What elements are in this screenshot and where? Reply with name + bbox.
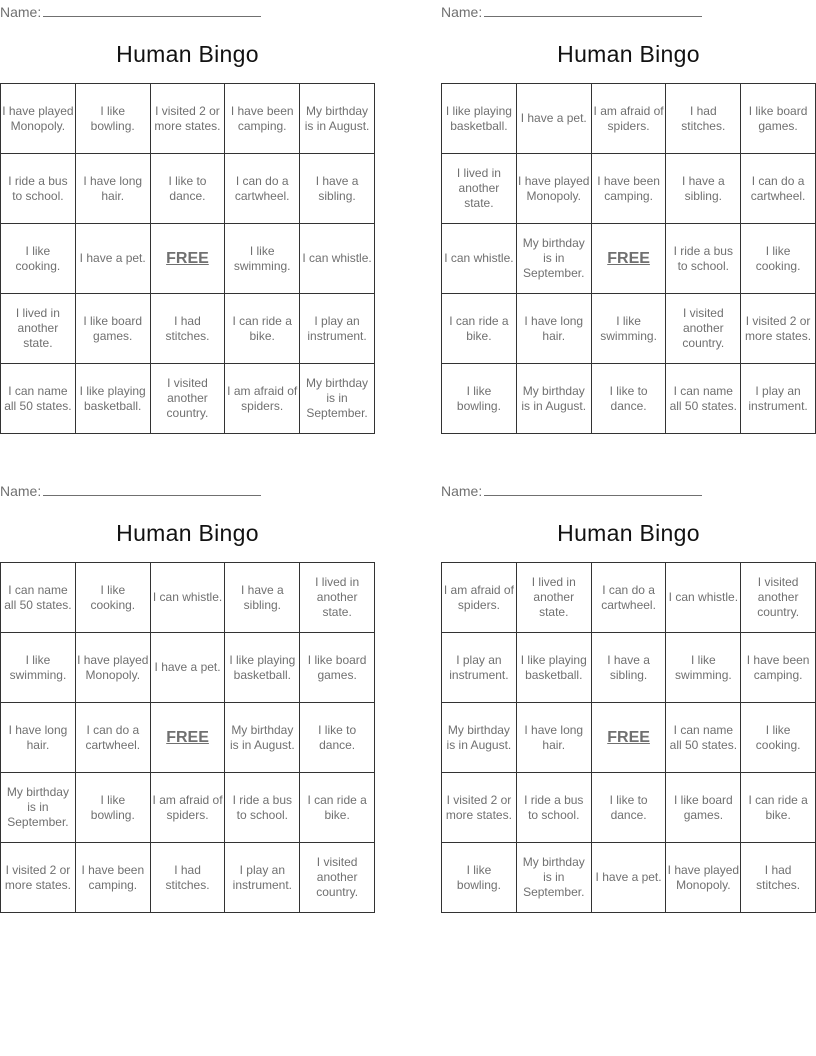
bingo-cell-text: I like board games. — [748, 103, 808, 133]
card-title: Human Bingo — [116, 520, 259, 546]
bingo-cell-text: I can do a cartwheel. — [750, 173, 806, 203]
bingo-cell-text: My birthday is in September. — [306, 376, 369, 420]
bingo-cell — [442, 84, 517, 154]
bingo-cell — [300, 84, 375, 154]
bingo-cell-text: I have a pet. — [520, 111, 587, 125]
bingo-cell — [150, 703, 225, 773]
bingo-cell-text: I am afraid of spiders. — [593, 103, 664, 133]
bingo-cell-text: I have been camping. — [597, 173, 660, 203]
bingo-cell-text: I like to dance. — [168, 173, 207, 203]
bingo-cell — [741, 843, 816, 913]
bingo-cell — [75, 364, 150, 434]
bingo-cell — [516, 294, 591, 364]
name-blank-line — [43, 482, 261, 496]
bingo-cell — [591, 224, 666, 294]
bingo-cell-text: I am afraid of spiders. — [227, 383, 298, 413]
bingo-cell — [225, 364, 300, 434]
bingo-cell-text: I have played Monopoly. — [77, 652, 149, 682]
bingo-cell-text: I like playing basketball. — [520, 652, 587, 682]
bingo-cell — [666, 224, 741, 294]
bingo-cell-text: I can whistle. — [302, 251, 372, 265]
bingo-cell-text: I can whistle. — [152, 590, 223, 604]
name-blank-line — [43, 3, 261, 17]
bingo-cell — [442, 843, 517, 913]
bingo-cell-text: I can whistle. — [444, 251, 514, 265]
bingo-cell-text: I like to dance. — [609, 792, 648, 822]
bingo-row — [442, 633, 816, 703]
bingo-grid — [0, 562, 375, 913]
bingo-cell-text: I like playing basketball. — [229, 652, 296, 682]
bingo-row — [1, 843, 375, 913]
bingo-cell — [75, 294, 150, 364]
bingo-cell-text: I visited 2 or more states. — [745, 313, 812, 343]
bingo-cell — [591, 703, 666, 773]
bingo-cell — [516, 563, 591, 633]
bingo-cell-text: I ride a bus to school. — [8, 173, 68, 203]
bingo-cell — [442, 563, 517, 633]
bingo-cell — [225, 633, 300, 703]
bingo-cell-text: I have a sibling. — [315, 173, 359, 203]
bingo-cell-text: I like cooking. — [15, 243, 61, 273]
bingo-cell — [666, 364, 741, 434]
bingo-cell — [1, 364, 76, 434]
free-space-label: FREE — [166, 250, 209, 267]
bingo-cell — [516, 84, 591, 154]
bingo-cell-text: I have long hair. — [524, 722, 584, 752]
bingo-cell — [300, 364, 375, 434]
bingo-cell — [1, 773, 76, 843]
bingo-row — [442, 703, 816, 773]
bingo-cell — [75, 843, 150, 913]
bingo-cell — [150, 773, 225, 843]
bingo-cell — [442, 703, 517, 773]
bingo-cell-text: I have a pet. — [154, 660, 221, 674]
bingo-cell — [225, 294, 300, 364]
bingo-cell — [516, 364, 591, 434]
bingo-cell-text: I lived in another state. — [15, 306, 60, 350]
bingo-cell-text: I can ride a bike. — [748, 792, 808, 822]
bingo-cell — [150, 154, 225, 224]
bingo-cell-text: I like to dance. — [318, 722, 357, 752]
bingo-cell-text: I have long hair. — [8, 722, 68, 752]
bingo-row — [1, 703, 375, 773]
name-label: Name: — [0, 4, 42, 20]
bingo-cell-text: I visited another country. — [166, 376, 209, 420]
bingo-cell-text: I had stitches. — [165, 862, 210, 892]
bingo-cell — [150, 294, 225, 364]
card-title: Human Bingo — [557, 520, 700, 546]
bingo-cell — [741, 84, 816, 154]
name-field — [441, 3, 702, 20]
bingo-cell-text: I like cooking. — [90, 582, 136, 612]
bingo-cell-text: I am afraid of spiders. — [152, 792, 223, 822]
bingo-cell-text: I have a pet. — [595, 870, 662, 884]
bingo-cell-text: I like board games. — [83, 313, 143, 343]
bingo-cell-text: I have played Monopoly. — [2, 103, 74, 133]
bingo-cell-text: I like bowling. — [456, 862, 501, 892]
bingo-cell-text: I visited 2 or more states. — [154, 103, 221, 133]
bingo-row — [1, 364, 375, 434]
bingo-cell — [300, 563, 375, 633]
bingo-cell — [1, 84, 76, 154]
bingo-cell-text: I ride a bus to school. — [673, 243, 733, 273]
free-space-label: FREE — [607, 729, 650, 746]
bingo-cell-text: My birthday is in August. — [446, 722, 512, 752]
bingo-cell-text: I play an instrument. — [232, 862, 293, 892]
name-label: Name: — [441, 483, 483, 499]
bingo-cell — [666, 773, 741, 843]
bingo-cell-text: I like cooking. — [755, 243, 801, 273]
bingo-cell — [741, 364, 816, 434]
bingo-cell — [225, 84, 300, 154]
bingo-cell-text: I play an instrument. — [748, 383, 808, 413]
bingo-cell — [666, 294, 741, 364]
bingo-cell — [1, 703, 76, 773]
bingo-cell — [75, 633, 150, 703]
bingo-cell-text: My birthday is in September. — [522, 855, 585, 899]
bingo-cell — [1, 154, 76, 224]
bingo-cell-text: I like playing basketball. — [445, 103, 512, 133]
bingo-cell-text: I have a pet. — [79, 251, 146, 265]
bingo-cell — [300, 843, 375, 913]
bingo-cell-text: I had stitches. — [681, 103, 726, 133]
bingo-cell — [591, 294, 666, 364]
bingo-cell-text: I have a sibling. — [240, 582, 284, 612]
bingo-grid — [441, 83, 816, 434]
bingo-cell-text: I am afraid of spiders. — [443, 582, 514, 612]
bingo-cell-text: I have been camping. — [746, 652, 810, 682]
bingo-cell-text: My birthday is in September. — [522, 236, 585, 280]
bingo-cell — [666, 843, 741, 913]
bingo-cell — [75, 84, 150, 154]
bingo-cell — [1, 633, 76, 703]
bingo-row — [1, 773, 375, 843]
bingo-cell — [666, 703, 741, 773]
bingo-cell — [516, 633, 591, 703]
bingo-cell — [516, 773, 591, 843]
bingo-cell — [300, 633, 375, 703]
bingo-cell — [666, 563, 741, 633]
bingo-cell-text: I had stitches. — [165, 313, 210, 343]
bingo-row — [442, 84, 816, 154]
bingo-cell — [666, 633, 741, 703]
bingo-grid — [0, 83, 375, 434]
bingo-cell-text: I can ride a bike. — [449, 313, 509, 343]
bingo-cell-text: I ride a bus to school. — [232, 792, 293, 822]
bingo-cell — [442, 633, 517, 703]
bingo-cell — [1, 843, 76, 913]
card-title: Human Bingo — [557, 41, 700, 67]
bingo-cell — [75, 224, 150, 294]
bingo-row — [442, 224, 816, 294]
bingo-cell — [591, 364, 666, 434]
bingo-cell-text: I like to dance. — [609, 383, 648, 413]
bingo-cell — [591, 633, 666, 703]
bingo-cell — [666, 84, 741, 154]
bingo-row — [1, 84, 375, 154]
bingo-cell — [442, 294, 517, 364]
bingo-row — [442, 843, 816, 913]
bingo-cell — [150, 224, 225, 294]
bingo-cell — [741, 154, 816, 224]
bingo-row — [442, 294, 816, 364]
bingo-cell — [300, 703, 375, 773]
name-label: Name: — [441, 4, 483, 20]
bingo-cell-text: My birthday is in August. — [304, 103, 370, 133]
bingo-cell-text: I have a sibling. — [681, 173, 725, 203]
bingo-cell-text: I like playing basketball. — [79, 383, 146, 413]
bingo-cell-text: I have been camping. — [230, 103, 294, 133]
bingo-cell-text: I can whistle. — [668, 590, 739, 604]
bingo-cell-text: I have played Monopoly. — [667, 862, 740, 892]
bingo-cell-text: I like swimming. — [233, 243, 291, 273]
bingo-cell-text: I had stitches. — [756, 862, 801, 892]
bingo-cell — [741, 294, 816, 364]
bingo-cell-text: I ride a bus to school. — [524, 792, 584, 822]
bingo-cell — [591, 843, 666, 913]
bingo-cell — [150, 563, 225, 633]
bingo-cell — [516, 703, 591, 773]
bingo-row — [442, 154, 816, 224]
bingo-cell-text: I like bowling. — [90, 792, 135, 822]
bingo-cell — [75, 154, 150, 224]
bingo-cell-text: My birthday is in August. — [229, 722, 295, 752]
bingo-cell — [591, 563, 666, 633]
bingo-cell — [150, 84, 225, 154]
bingo-cell-text: I like bowling. — [456, 383, 501, 413]
bingo-cell-text: I like board games. — [674, 792, 733, 822]
bingo-cell-text: My birthday is in August. — [521, 383, 587, 413]
bingo-cell — [741, 633, 816, 703]
name-field — [0, 482, 261, 499]
bingo-cell-text: I like swimming. — [9, 652, 67, 682]
bingo-row — [442, 563, 816, 633]
name-blank-line — [484, 3, 702, 17]
bingo-cell-text: I visited another country. — [682, 306, 725, 350]
bingo-cell-text: I like cooking. — [755, 722, 801, 752]
bingo-cell — [442, 224, 517, 294]
bingo-cell — [150, 364, 225, 434]
bingo-cell-text: I visited 2 or more states. — [445, 792, 512, 822]
bingo-row — [1, 224, 375, 294]
bingo-cell — [225, 773, 300, 843]
bingo-cell — [225, 843, 300, 913]
bingo-cell-text: I like bowling. — [90, 103, 135, 133]
bingo-cell-text: My birthday is in September. — [6, 785, 69, 829]
bingo-cell — [516, 224, 591, 294]
bingo-cell — [1, 563, 76, 633]
bingo-cell — [300, 294, 375, 364]
bingo-cell — [442, 154, 517, 224]
bingo-row — [442, 364, 816, 434]
bingo-cell-text: I have long hair. — [524, 313, 584, 343]
bingo-cell-text: I have a sibling. — [607, 652, 650, 682]
bingo-cell-text: I visited another country. — [316, 855, 359, 899]
bingo-cell — [225, 703, 300, 773]
bingo-cell — [591, 84, 666, 154]
bingo-cell — [741, 703, 816, 773]
bingo-cell-text: I can name all 50 states. — [4, 383, 72, 413]
free-space-label: FREE — [607, 250, 650, 267]
bingo-cell — [741, 773, 816, 843]
card-title: Human Bingo — [116, 41, 259, 67]
bingo-cell — [741, 224, 816, 294]
bingo-cell — [666, 154, 741, 224]
bingo-row — [1, 563, 375, 633]
name-field — [0, 3, 261, 20]
bingo-cell-text: I can ride a bike. — [232, 313, 292, 343]
bingo-cell — [225, 154, 300, 224]
bingo-row — [442, 773, 816, 843]
bingo-cell-text: I like swimming. — [675, 652, 732, 682]
bingo-cell — [150, 843, 225, 913]
bingo-grid — [441, 562, 816, 913]
bingo-cell-text: I visited 2 or more states. — [4, 862, 71, 892]
bingo-cell — [591, 154, 666, 224]
bingo-cell-text: I can ride a bike. — [307, 792, 367, 822]
bingo-row — [1, 154, 375, 224]
bingo-cell — [591, 773, 666, 843]
bingo-cell — [225, 224, 300, 294]
bingo-cell-text: I have played Monopoly. — [518, 173, 590, 203]
bingo-cell-text: I lived in another state. — [315, 575, 360, 619]
bingo-cell-text: I lived in another state. — [456, 166, 501, 210]
bingo-cell-text: I play an instrument. — [307, 313, 367, 343]
bingo-cell-text: I can name all 50 states. — [669, 383, 737, 413]
bingo-cell — [442, 773, 517, 843]
bingo-cell-text: I play an instrument. — [449, 652, 509, 682]
bingo-cell-text: I can do a cartwheel. — [85, 722, 141, 752]
bingo-cell-text: I like board games. — [307, 652, 367, 682]
bingo-row — [1, 633, 375, 703]
bingo-cell — [300, 773, 375, 843]
bingo-cell-text: I can do a cartwheel. — [601, 582, 656, 612]
bingo-cell-text: I visited another country. — [757, 575, 800, 619]
bingo-cell-text: I can name all 50 states. — [4, 582, 72, 612]
bingo-cell — [75, 563, 150, 633]
bingo-cell — [75, 773, 150, 843]
name-label: Name: — [0, 483, 42, 499]
bingo-cell — [516, 154, 591, 224]
bingo-cell-text: I have been camping. — [81, 862, 145, 892]
bingo-row — [1, 294, 375, 364]
bingo-cell — [1, 294, 76, 364]
bingo-cell — [150, 633, 225, 703]
bingo-cell-text: I can name all 50 states. — [669, 722, 738, 752]
bingo-cell — [225, 563, 300, 633]
bingo-cell — [1, 224, 76, 294]
bingo-cell — [300, 224, 375, 294]
bingo-cell — [741, 563, 816, 633]
name-blank-line — [484, 482, 702, 496]
bingo-cell-text: I lived in another state. — [531, 575, 576, 619]
bingo-cell — [300, 154, 375, 224]
bingo-cell-text: I can do a cartwheel. — [234, 173, 290, 203]
bingo-cell-text: I have long hair. — [83, 173, 143, 203]
free-space-label: FREE — [166, 729, 209, 746]
bingo-cell — [442, 364, 517, 434]
bingo-cell-text: I like swimming. — [600, 313, 657, 343]
bingo-cell — [75, 703, 150, 773]
name-field — [441, 482, 702, 499]
bingo-cell — [516, 843, 591, 913]
